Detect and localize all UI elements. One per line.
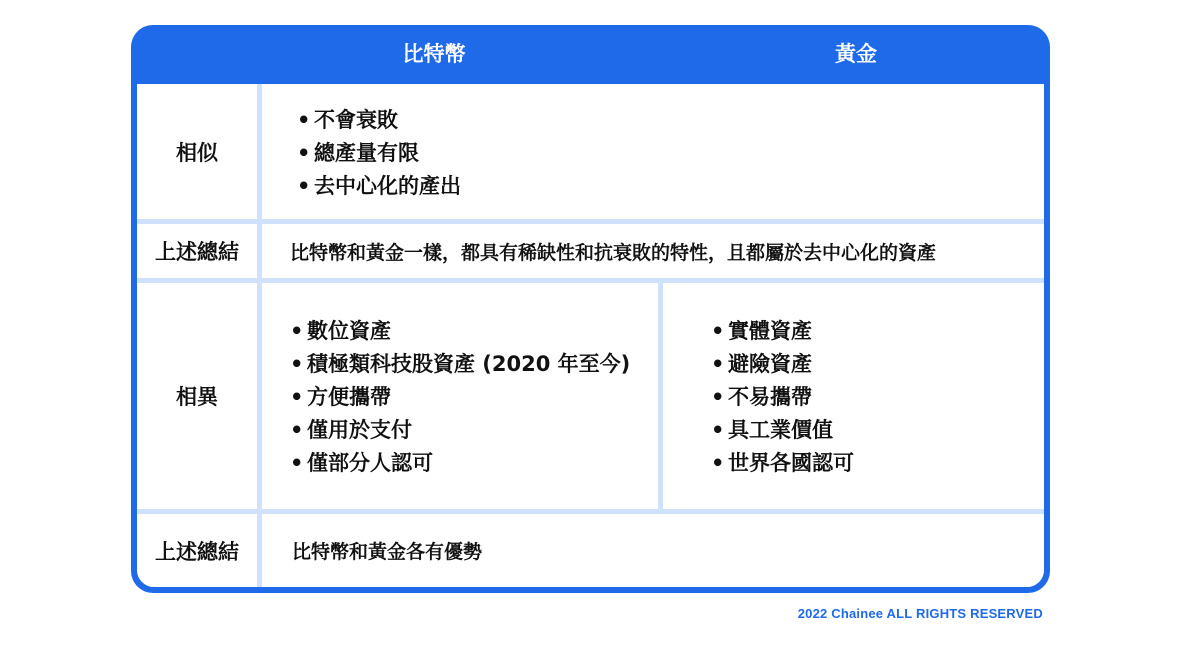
- bullet-icon: •: [290, 385, 304, 409]
- list-item: • 僅部分人認可: [290, 447, 658, 480]
- row-label-similar: [137, 84, 257, 219]
- bullet-icon: •: [711, 352, 725, 376]
- list-item: • 世界各國認可: [711, 447, 1044, 480]
- list-item: • 避險資產: [711, 348, 1044, 381]
- row-label-different: [137, 283, 257, 509]
- bullet-icon: •: [290, 418, 304, 442]
- list-item: • 去中心化的產出: [297, 170, 1044, 203]
- bullet-icon: •: [297, 141, 311, 165]
- bullet-icon: •: [711, 418, 725, 442]
- bitcoin-diff-list: [290, 315, 658, 480]
- list-item: • 不易攜帶: [711, 381, 1044, 414]
- gold-diff-list: [711, 315, 1044, 480]
- header-bitcoin: 比特幣: [402, 42, 466, 66]
- list-item: • 方便攜帶: [290, 381, 658, 414]
- list-item: • 僅用於支付: [290, 414, 658, 447]
- row-label-text: 相異: [176, 385, 218, 409]
- row-label-text: 上述總結: [155, 240, 239, 264]
- bullet-icon: •: [290, 352, 304, 376]
- similar-list: [297, 104, 1044, 203]
- summary-2-text: 比特幣和黃金各有優勢: [262, 514, 1044, 587]
- bullet-icon: •: [711, 319, 725, 343]
- comparison-table: [131, 25, 1050, 593]
- bullet-icon: •: [290, 319, 304, 343]
- row-label-summary-2: [137, 514, 257, 587]
- summary-1-text: 比特幣和黃金一樣，都具有稀缺性和抗衰敗的特性，且都屬於去中心化的資產: [262, 224, 1044, 278]
- bullet-icon: •: [297, 174, 311, 198]
- table-header: [137, 25, 1044, 84]
- bullet-icon: •: [711, 385, 725, 409]
- different-bitcoin-content: [262, 283, 658, 509]
- list-item: • 具工業價值: [711, 414, 1044, 447]
- list-item: • 積極類科技股資產 (2020 年至今): [290, 348, 658, 381]
- list-item: • 數位資產: [290, 315, 658, 348]
- different-gold-content: [663, 283, 1044, 509]
- bullet-icon: •: [297, 108, 311, 132]
- table-body: [137, 84, 1044, 587]
- bullet-icon: •: [711, 451, 725, 475]
- list-item: • 總產量有限: [297, 137, 1044, 170]
- list-item: • 不會衰敗: [297, 104, 1044, 137]
- row-label-text: 上述總結: [155, 539, 239, 564]
- header-gold: 黃金: [835, 42, 877, 66]
- bullet-icon: •: [290, 451, 304, 475]
- row-label-text: 相似: [176, 140, 218, 165]
- copyright-footer: 2022 Chainee ALL RIGHTS RESERVED: [797, 606, 1043, 621]
- row-label-summary-1: [137, 224, 257, 278]
- similar-content: [262, 84, 1044, 219]
- list-item: • 實體資產: [711, 315, 1044, 348]
